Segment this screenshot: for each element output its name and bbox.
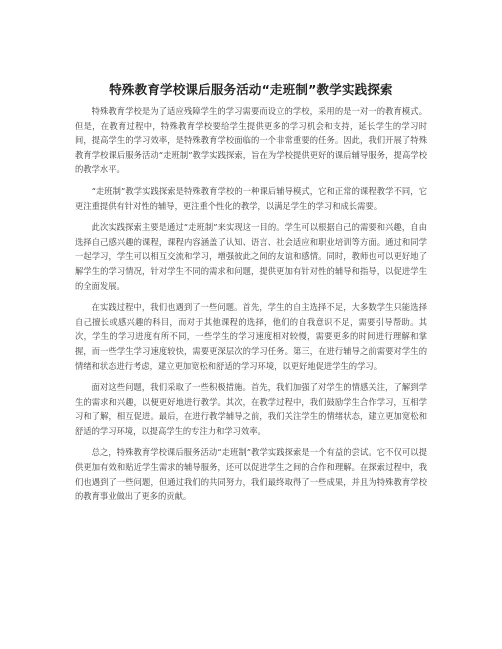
paragraph-problems: 在实践过程中，我们也遇到了一些问题。首先，学生的自主选择不足，大多数学生只能选择自己擅长或感兴趣的科目，而对于其他课程的选择，他们的自我意识不足，需要引导帮助。其次，学生的学习进度有所不同，一些学生的学习速度相对较慢，需要更多的时间进行理解和掌握，而一些学生学习速度较快，需要更深层次的学习任务。第三，在进行辅导之前需要对学生的情绪和状态进行考虑，建立更加宽松和舒适的学习环境，以更好地促进学生的学习。 (75, 302, 427, 371)
paragraph-intro: 特殊教育学校是为了适应残障学生的学习需要而设立的学校，采用的是一对一的教育模式。但是，在教育过程中，特殊教育学校要给学生提供更多的学习机会和支持，延长学生的学习时间，提高学生的学习效率，是特殊教育学校面临的一个非常重要的任务。因此，我们开展了特殊教育学校课后服务活动“走班制”教学实践探索，旨在为学校提供更好的课后辅导服务，提高学校的教学水平。 (75, 106, 427, 175)
paragraph-method: 此次实践探索主要是通过“走班制”来实现这一目的。学生可以根据自己的需要和兴趣，自由选择自己感兴趣的课程，课程内容涵盖了认知、语言、社会适应和职业培训等方面。通过和同学一起学习，学生可以相互交流和学习，增强彼此之间的友谊和感情。同时，教师也可以更好地了解学生的学习情况，针对学生不同的需求和问题，提供更加有针对性的辅导和指导，以促进学生的全面发展。 (75, 222, 427, 291)
document-title: 特殊教育学校课后服务活动“走班制”教学实践探索 (109, 82, 393, 97)
paragraph-measures: 面对这些问题，我们采取了一些积极措施。首先，我们加强了对学生的情感关注，了解到学生的需求和兴趣，以便更好地进行教学。其次，在教学过程中，我们鼓励学生合作学习，互相学习和了解，相互促进。最后，在进行教学辅导之前，我们关注学生的情绪状态，建立更加宽松和舒适的学习环境，以提高学生的专注力和学习效率。 (75, 382, 427, 436)
paragraph-definition: “走班制”教学实践探索是特殊教育学校的一种课后辅导模式，它和正常的课程教学不同，它更注重提供有针对性的辅导，更注重个性化的教学，以满足学生的学习和成长需要。 (75, 185, 427, 211)
paragraph-conclusion: 总之，特殊教育学校课后服务活动“走班制”教学实践探索是一个有益的尝试。它不仅可以提供更加有效和贴近学生需求的辅导服务，还可以促进学生之间的合作和理解。在探索过程中，我们也遇到了一些问题，但通过我们的共同努力，我们最终取得了一些成果，并且为特殊教育学校的教育事业做出了更多的贡献。 (75, 447, 427, 502)
document-body (75, 104, 427, 511)
